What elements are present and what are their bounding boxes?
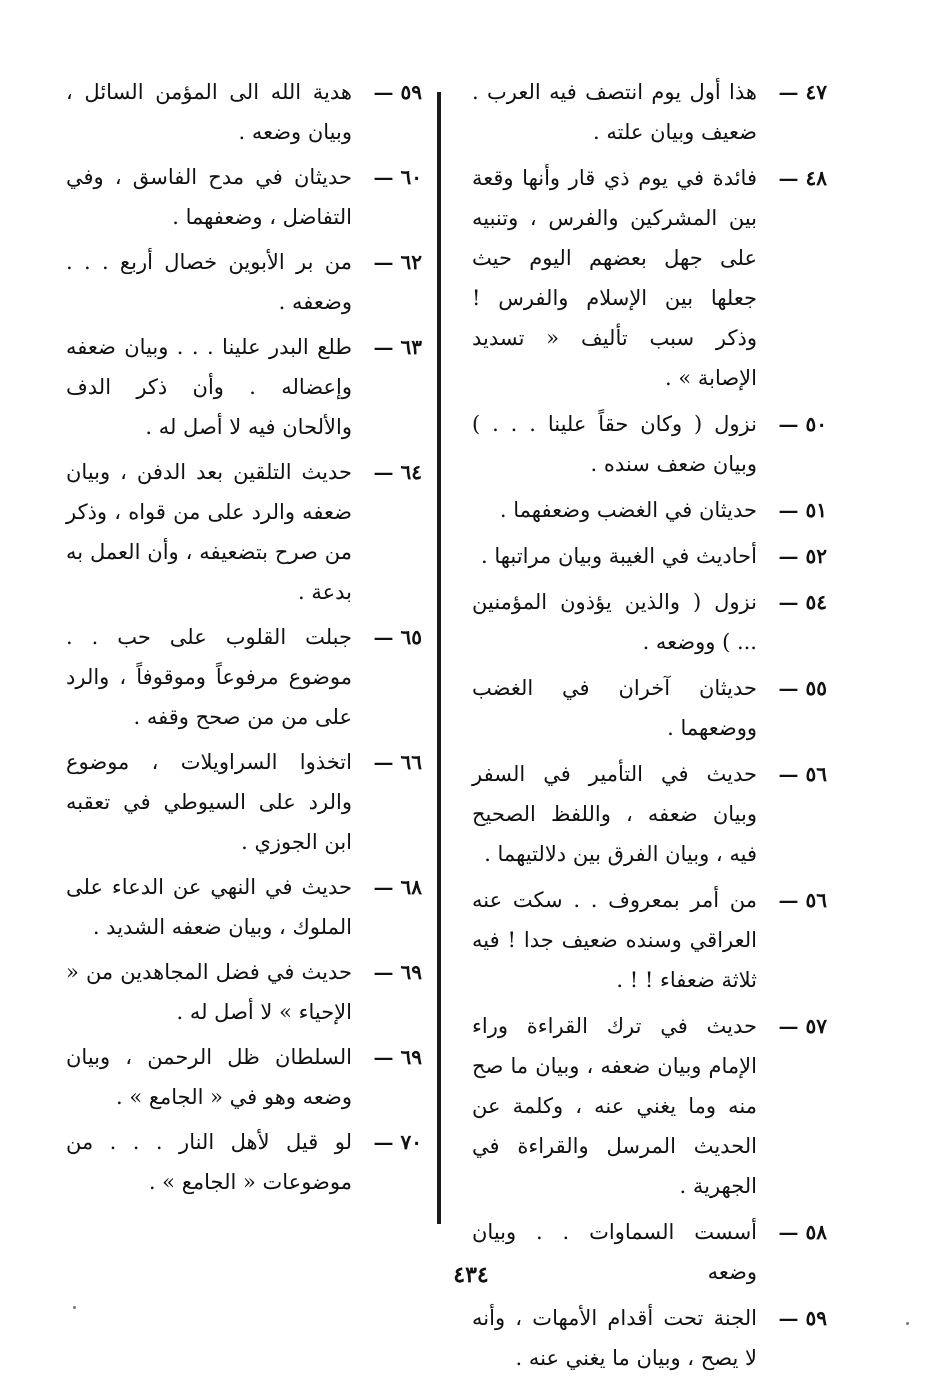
entry-number: ٦٨ — [373, 875, 422, 899]
index-entry [472, 582, 827, 662]
entry-text: هدية الله الى المؤمن السائل ، وبيان وضعه . [66, 80, 352, 144]
entry-number: ٦٤ — [373, 460, 422, 484]
entry-number: ٥٩ — [373, 80, 422, 104]
index-entry [472, 754, 827, 874]
entry-number: ٦٩ — [373, 1045, 422, 1069]
index-entry [472, 72, 827, 152]
entry-number: ٤٨ — [778, 166, 827, 190]
right-column [472, 72, 827, 1384]
index-entry [66, 1037, 422, 1117]
entry-number: ٥٩ — [778, 1306, 827, 1330]
entry-number: ٦٥ — [373, 625, 422, 649]
index-entry [66, 72, 422, 152]
entry-text: حديثان في الغضب وضعفهما . [499, 498, 757, 522]
index-entry [472, 880, 827, 1000]
index-entry [66, 242, 422, 322]
entry-text: حديث في فضل المجاهدين من « الإحياء » لا أصل له . [66, 960, 352, 1024]
entry-text: اتخذوا السراويلات ، موضوع والرد على السيوطي في تعقبه ابن الجوزي . [66, 750, 352, 854]
entry-number: ٦٩ — [373, 960, 422, 984]
scan-speck [73, 1306, 76, 1309]
entry-number: ٥٤ — [778, 590, 827, 614]
entry-number: ٥٨ — [778, 1220, 827, 1244]
index-entry [66, 157, 422, 237]
entry-number: ٤٧ — [778, 80, 827, 104]
entry-text: حديثان في مدح الفاسق ، وفي التفاضل ، وضعفهما . [66, 165, 352, 229]
entry-text: هذا أول يوم انتصف فيه العرب . ضعيف وبيان علته . [472, 80, 757, 144]
index-entry [66, 952, 422, 1032]
index-entry [472, 404, 827, 484]
entry-text: السلطان ظل الرحمن ، وبيان وضعه وهو في « الجامع » . [66, 1045, 352, 1109]
index-entry [472, 158, 827, 398]
entry-text: طلع البدر علينا . . . وبيان ضعفه وإعضاله . وأن ذكر الدف والألحان فيه لا أصل له . [66, 335, 352, 439]
entry-text: نزول ( وكان حقاً علينا . . . ) وبيان ضعف سنده . [472, 412, 757, 476]
entry-text: جبلت القلوب على حب . . موضوع مرفوعاً وموقوفاً ، والرد على من من صحح وقفه . [66, 625, 352, 729]
entry-text: فائدة في يوم ذي قار وأنها وقعة بين المشركين والفرس ، وتنبيه على جهل بعضهم اليوم حيث جعلها بين الإسلام والفرس ! وذكر سبب تأليف « تسديد الإصابة » . [472, 166, 757, 390]
entry-text: حديثان آخران في الغضب ووضعهما . [472, 676, 757, 740]
entry-text: من بر الأبوين خصال أربع . . . وضعفه . [66, 250, 352, 314]
entry-number: ٦٦ — [373, 750, 422, 774]
entry-number: ٥٧ — [778, 1014, 827, 1038]
entry-number: ٧٠ — [373, 1130, 422, 1154]
entry-number: ٥٢ — [778, 544, 827, 568]
entry-text: أحاديث في الغيبة وبيان مراتبها . [481, 544, 757, 568]
entry-number: ٥٦ — [778, 762, 827, 786]
index-entry [66, 1122, 422, 1202]
entry-text: من أمر بمعروف . . سكت عنه العراقي وسنده ضعيف جدا ! فيه ثلاثة ضعفاء ! ! . [472, 888, 757, 992]
entry-text: حديث في ترك القراءة وراء الإمام وبيان ضعفه ، وبيان ما صح منه وما يغني عنه ، وكلمة عن الحديث المرسل والقراءة في الجهرية . [472, 1014, 757, 1198]
entry-text: الجنة تحت أقدام الأمهات ، وأنه لا يصح ، وبيان ما يغني عنه . [472, 1306, 757, 1370]
entry-text: حديث التلقين بعد الدفن ، وبيان ضعفه والرد على من قواه ، وذكر من صرح بتضعيفه ، وأن العمل به بدعة . [66, 460, 352, 604]
page-number: ٤٣٤ [453, 1262, 489, 1288]
index-entry [472, 536, 827, 576]
index-entry [472, 1298, 827, 1378]
index-entry [472, 490, 827, 530]
entry-number: ٥١ — [778, 498, 827, 522]
entry-number: ٦٢ — [373, 250, 422, 274]
entry-number: ٥٠ — [778, 412, 827, 436]
entry-text: أسست السماوات . . وبيان وضعه [472, 1220, 757, 1284]
index-entry [66, 742, 422, 862]
index-entry [66, 867, 422, 947]
entry-text: نزول ( والذين يؤذون المؤمنين ... ) ووضعه . [472, 590, 757, 654]
column-divider [437, 92, 441, 1224]
index-entry [66, 452, 422, 612]
index-entry [66, 617, 422, 737]
entry-number: ٥٥ — [778, 676, 827, 700]
left-column [66, 72, 422, 1207]
scan-speck [906, 1322, 909, 1325]
entry-number: ٦٠ — [373, 165, 422, 189]
index-entry [472, 668, 827, 748]
entry-text: حديث في التأمير في السفر وبيان ضعفه ، واللفظ الصحيح فيه ، وبيان الفرق بين دلالتيهما . [472, 762, 757, 866]
index-entry [472, 1006, 827, 1206]
entry-number: ٦٣ — [373, 335, 422, 359]
entry-number: ٥٦ — [778, 888, 827, 912]
entry-text: حديث في النهي عن الدعاء على الملوك ، وبيان ضعفه الشديد . [66, 875, 352, 939]
entry-text: لو قيل لأهل النار . . . من موضوعات « الجامع » . [66, 1130, 352, 1194]
index-entry [66, 327, 422, 447]
